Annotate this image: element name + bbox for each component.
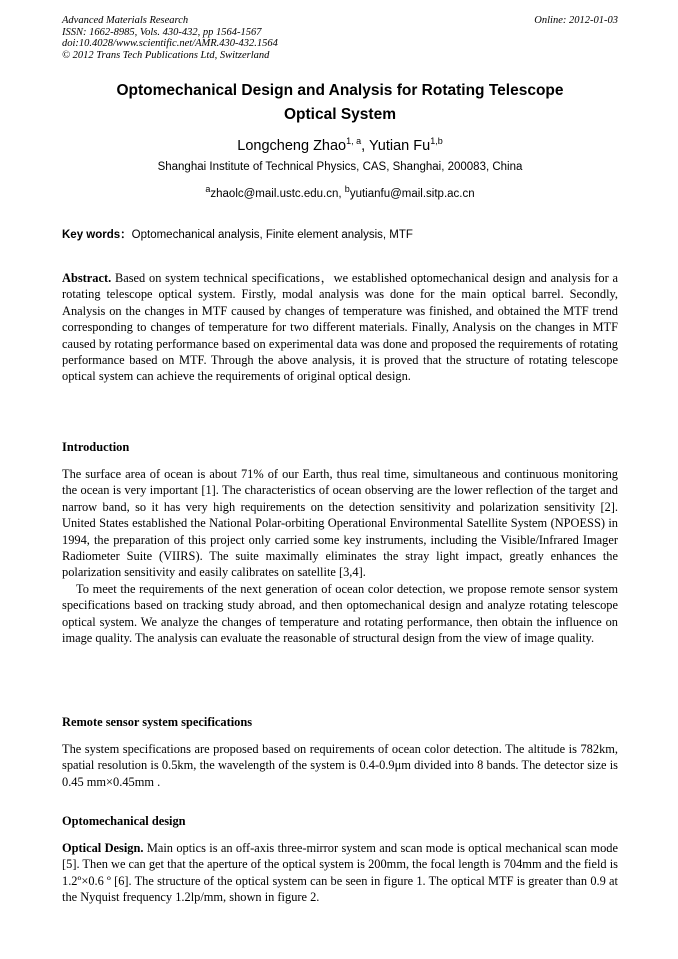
optical-design-text: Main optics is an off-axis three-mirror system and scan mode is optical mechanical scan mode [5]. Then we can get that the aperture of the optical system is 200mm, the focal length is 704mm and the field is 1.2º×0.6 º [6]. The structure of the optical system can be seen in figure 1. The optical MTF is greater than 0.9 at the Nyquist frequency 1.2lp/mm, shown in figure 2. (62, 841, 618, 905)
doi-line: doi:10.4028/www.scientific.net/AMR.430-432.1564 (62, 38, 278, 50)
optomechanical-heading: Optomechanical design (62, 814, 186, 828)
abstract-text: Based on system technical specifications，we established optomechanical design and analysis for a rotating telescope optical system. Firstly, modal analysis was done for the main optical barrel. Secondly, Analysis on the changes in MTF caused by changes of temperature was finished, and obtained the MTF trend corresponding to changes of temperature for two different materials. Finally, Analysis on the changes in MTF caused by rotating performance based on experimental data was done and proposed the requirements of rotating performance based on MTF. Through the above analysis, it is proved that the structure of rotating telescope optical system can achieve the requirements of original optical design. (62, 271, 618, 384)
journal-header (62, 15, 618, 61)
optical-design-paragraph (62, 840, 618, 906)
introduction-body (62, 466, 618, 646)
introduction-paragraph-1: The surface area of ocean is about 71% of our Earth, thus real time, simultaneous and continuous monitoring the ocean is very important [1]. The characteristics of ocean observing are the lower reflection of the target and narrow band, so it has very high requirements on the detection sensitivity and polarization sensitivity [2]. United States established the National Polar-orbiting Operational Environmental Satellite System (NPOESS) in 1994, the preparation of this project only carried some key instruments, including the Visible/Infrared Imager Radiometer Suite (VIIRS). The suite maximally eliminates the stray light impact, greatly enhances the polarization sensitivity and easily calibrates on satellite [3,4]. (62, 467, 618, 580)
author-separator: , (361, 137, 369, 154)
paper-title (62, 79, 618, 127)
title-line-1: Optomechanical Design and Analysis for Rotating Telescope (116, 82, 564, 99)
keywords (62, 228, 618, 242)
author-emails (62, 182, 618, 201)
author-2-name: Yutian Fu (368, 137, 431, 154)
abstract-paragraph (62, 270, 618, 385)
title-line-2: Optical System (284, 106, 396, 123)
abstract (62, 270, 618, 385)
introduction-paragraph-2: To meet the requirements of the next generation of ocean color detection, we propose remote sensor system specifications based on tracking study abroad, and then optomechanical design and analyze rotating telescope optical system. We analyze the changes of temperature and rotating performance, then obtain the influence on image quality. The analysis can evaluate the reasonable of structural design from the view of image quality. (62, 581, 618, 646)
email-a[interactable]: zhaolc@mail.ustc.edu.cn, (210, 187, 345, 200)
keywords-label: Key words： (62, 229, 132, 241)
author-list (62, 132, 618, 155)
introduction-heading: Introduction (62, 440, 130, 454)
affiliation: Shanghai Institute of Technical Physics, CAS, Shanghai, 200083, China (157, 161, 523, 173)
optical-design-label: Optical Design. (62, 841, 144, 855)
journal-name: Advanced Materials Research (62, 15, 189, 26)
author-1-name: Longcheng Zhao (237, 137, 347, 154)
online-date: Online: 2012-01-03 (534, 15, 618, 26)
email-b-mark: b (344, 184, 350, 194)
issn-line: ISSN: 1662-8985, Vols. 430-432, pp 1564-1567 (62, 26, 262, 38)
email-b[interactable]: yutianfu@mail.sitp.ac.cn (349, 187, 475, 200)
optomechanical-body (62, 840, 618, 906)
email-a-mark: a (205, 184, 211, 194)
abstract-label: Abstract. (62, 271, 112, 285)
keywords-text: Optomechanical analysis, Finite element analysis, MTF (131, 229, 413, 241)
author-2-affiliation-mark: 1,b (430, 136, 443, 146)
remote-sensor-body (62, 741, 618, 790)
remote-sensor-heading: Remote sensor system specifications (62, 715, 253, 729)
copyright-line: © 2012 Trans Tech Publications Ltd, Switzerland (62, 49, 270, 61)
author-1-affiliation-mark: 1, a (346, 136, 362, 146)
remote-sensor-paragraph: The system specifications are proposed based on requirements of ocean color detection. The altitude is 782km, spatial resolution is 0.5km, the wavelength of the system is 0.4-0.9μm divided into 8 bands. The detector size is 0.45 mm×0.45mm . (62, 742, 618, 789)
